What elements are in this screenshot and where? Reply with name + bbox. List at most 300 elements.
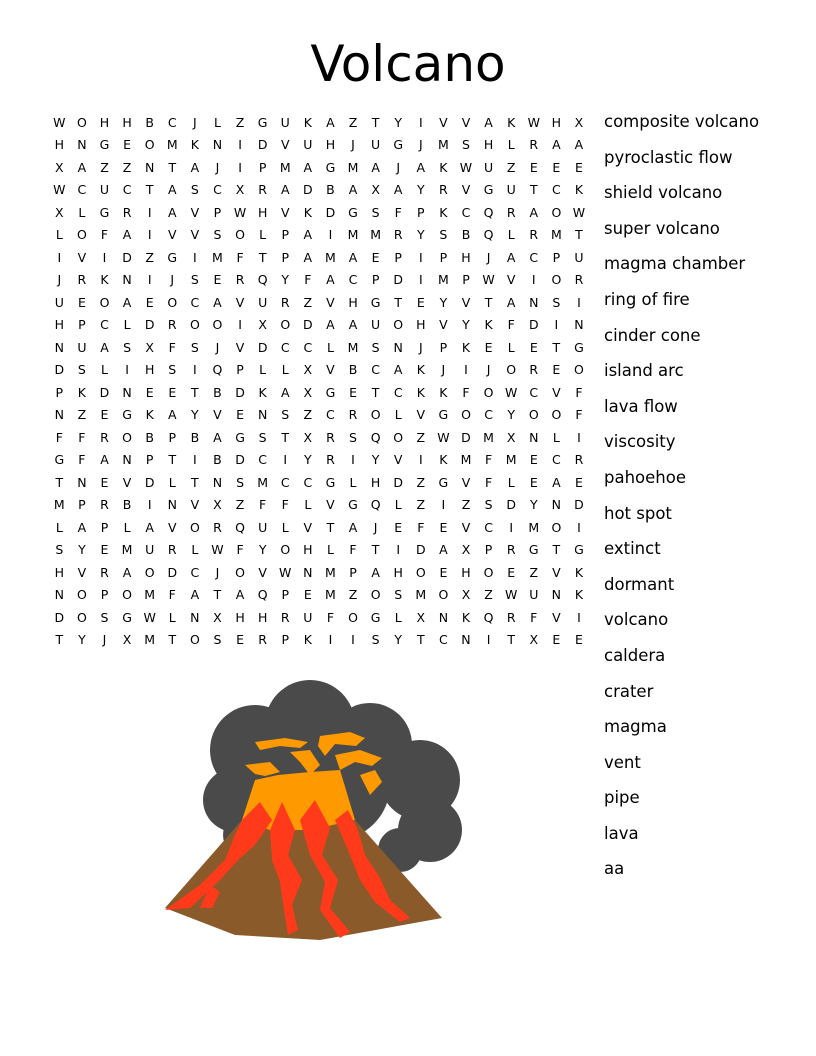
grid-letter: H bbox=[551, 114, 562, 130]
grid-letter: G bbox=[393, 137, 404, 153]
grid-letter: G bbox=[122, 407, 132, 423]
grid-letter: U bbox=[371, 137, 381, 153]
grid-letter: Y bbox=[416, 182, 425, 198]
grid-letter: J bbox=[57, 272, 62, 288]
grid-letter: T bbox=[55, 474, 64, 490]
grid-letter: E bbox=[123, 137, 132, 153]
grid-letter: H bbox=[461, 564, 471, 580]
grid-letter: V bbox=[439, 317, 448, 333]
grid-letter: M bbox=[347, 159, 359, 175]
grid-letter: M bbox=[460, 452, 472, 468]
grid-letter: W bbox=[504, 384, 518, 400]
grid-letter: A bbox=[506, 294, 516, 310]
grid-letter: A bbox=[77, 159, 87, 175]
grid-letter: B bbox=[122, 497, 132, 513]
grid-letter: L bbox=[304, 497, 312, 513]
grid-letter: J bbox=[418, 339, 423, 355]
word-list-item: magma bbox=[604, 717, 667, 737]
grid-letter: U bbox=[484, 159, 494, 175]
grid-letter: E bbox=[213, 272, 222, 288]
grid-letter: E bbox=[416, 294, 425, 310]
grid-letter: N bbox=[529, 294, 539, 310]
grid-letter: O bbox=[551, 519, 562, 535]
grid-letter: U bbox=[258, 294, 268, 310]
grid-letter: O bbox=[235, 227, 245, 243]
grid-letter: S bbox=[213, 227, 222, 243]
grid-letter: O bbox=[144, 564, 155, 580]
grid-letter: A bbox=[326, 114, 335, 130]
grid-letter: A bbox=[167, 182, 177, 198]
grid-letter: P bbox=[349, 564, 357, 580]
grid-letter: L bbox=[326, 339, 334, 355]
grid-letter: O bbox=[528, 407, 539, 423]
grid-letter: X bbox=[416, 609, 426, 625]
grid-letter: T bbox=[191, 474, 199, 490]
grid-letter: R bbox=[326, 429, 335, 445]
grid-letter: L bbox=[326, 542, 334, 558]
grid-letter: S bbox=[484, 497, 493, 513]
grid-letter: P bbox=[281, 227, 289, 243]
grid-letter: V bbox=[461, 474, 471, 490]
grid-letter: F bbox=[484, 474, 493, 490]
grid-letter: N bbox=[212, 137, 223, 153]
grid-letter: F bbox=[100, 227, 109, 243]
grid-letter: E bbox=[236, 407, 244, 423]
grid-letter: R bbox=[122, 204, 132, 220]
grid-letter: O bbox=[280, 542, 291, 558]
grid-letter: C bbox=[280, 339, 290, 355]
grid-letter: P bbox=[78, 497, 86, 513]
grid-letter: U bbox=[303, 609, 313, 625]
grid-letter: P bbox=[78, 317, 86, 333]
grid-letter: A bbox=[348, 519, 358, 535]
grid-letter: C bbox=[77, 182, 87, 198]
grid-letter: X bbox=[303, 429, 313, 445]
grid-letter: L bbox=[168, 474, 176, 490]
grid-letter: P bbox=[145, 452, 154, 468]
grid-letter: V bbox=[235, 339, 245, 355]
grid-letter: R bbox=[280, 609, 290, 625]
grid-letter: E bbox=[529, 159, 538, 175]
grid-letter: P bbox=[55, 384, 64, 400]
grid-row bbox=[48, 561, 592, 584]
grid-letter: P bbox=[258, 159, 267, 175]
grid-letter: R bbox=[167, 317, 177, 333]
grid-letter: A bbox=[393, 182, 403, 198]
grid-letter: I bbox=[531, 272, 536, 288]
grid-letter: V bbox=[461, 182, 471, 198]
grid-letter: C bbox=[551, 452, 561, 468]
grid-letter: P bbox=[394, 249, 402, 265]
grid-letter: N bbox=[190, 609, 200, 625]
grid-letter: O bbox=[76, 587, 87, 603]
grid-letter: O bbox=[506, 362, 517, 378]
grid-letter: J bbox=[215, 564, 220, 580]
grid-letter: I bbox=[328, 227, 333, 243]
grid-letter: E bbox=[439, 564, 448, 580]
grid-letter: L bbox=[191, 542, 199, 558]
grid-letter: S bbox=[123, 339, 132, 355]
word-list-item: vent bbox=[604, 752, 641, 772]
grid-letter: Z bbox=[348, 587, 358, 603]
grid-letter: B bbox=[326, 182, 335, 198]
volcano-icon bbox=[160, 670, 470, 945]
grid-letter: A bbox=[303, 249, 313, 265]
grid-letter: R bbox=[439, 182, 448, 198]
grid-letter: C bbox=[280, 474, 290, 490]
word-list-item: magma chamber bbox=[604, 254, 746, 274]
grid-letter: I bbox=[486, 632, 491, 648]
grid-letter: A bbox=[190, 587, 200, 603]
grid-letter: Z bbox=[348, 114, 358, 130]
grid-letter: V bbox=[280, 204, 290, 220]
grid-letter: K bbox=[574, 564, 584, 580]
grid-letter: D bbox=[325, 204, 336, 220]
grid-letter: N bbox=[167, 497, 177, 513]
grid-letter: U bbox=[54, 294, 64, 310]
grid-letter: K bbox=[303, 114, 312, 130]
grid-letter: T bbox=[371, 542, 380, 558]
grid-letter: A bbox=[552, 137, 561, 153]
grid-letter: V bbox=[190, 204, 200, 220]
grid-letter: V bbox=[326, 362, 335, 378]
grid-letter: V bbox=[213, 407, 222, 423]
grid-letter: P bbox=[439, 339, 448, 355]
grid-letter: W bbox=[143, 609, 156, 625]
grid-letter: V bbox=[258, 564, 267, 580]
grid-letter: L bbox=[213, 114, 221, 130]
grid-letter: S bbox=[77, 362, 86, 378]
grid-letter: H bbox=[257, 609, 268, 625]
grid-letter: X bbox=[461, 542, 471, 558]
grid-letter: I bbox=[147, 227, 152, 243]
grid-letter: H bbox=[325, 137, 336, 153]
grid-letter: N bbox=[303, 564, 313, 580]
grid-letter: C bbox=[190, 564, 200, 580]
grid-letter: G bbox=[99, 204, 110, 220]
grid-letter: K bbox=[416, 362, 425, 378]
grid-letter: F bbox=[78, 429, 86, 445]
grid-letter: F bbox=[507, 317, 515, 333]
grid-letter: E bbox=[552, 362, 561, 378]
grid-letter: J bbox=[102, 632, 107, 648]
grid-letter: N bbox=[551, 587, 562, 603]
grid-letter: S bbox=[100, 609, 109, 625]
grid-letter: Q bbox=[483, 227, 494, 243]
grid-row bbox=[48, 269, 592, 292]
grid-letter: N bbox=[212, 474, 223, 490]
grid-letter: D bbox=[393, 474, 404, 490]
grid-letter: M bbox=[257, 474, 269, 490]
grid-letter: J bbox=[215, 339, 220, 355]
word-list-item: cinder cone bbox=[604, 325, 701, 345]
grid-letter: M bbox=[144, 632, 156, 648]
grid-letter: G bbox=[574, 542, 584, 558]
grid-letter: G bbox=[54, 452, 65, 468]
grid-letter: C bbox=[213, 182, 222, 198]
grid-letter: H bbox=[483, 137, 494, 153]
grid-letter: S bbox=[55, 542, 64, 558]
grid-letter: Z bbox=[484, 587, 493, 603]
grid-letter: Z bbox=[529, 564, 539, 580]
grid-letter: V bbox=[461, 519, 471, 535]
grid-letter: A bbox=[348, 317, 358, 333]
grid-row bbox=[48, 426, 592, 449]
grid-letter: I bbox=[147, 204, 152, 220]
grid-letter: X bbox=[506, 429, 516, 445]
grid-letter: P bbox=[236, 362, 244, 378]
grid-letter: G bbox=[325, 474, 336, 490]
grid-letter: D bbox=[506, 497, 516, 513]
grid-letter: W bbox=[504, 587, 518, 603]
grid-letter: I bbox=[351, 452, 355, 468]
grid-letter: W bbox=[211, 542, 224, 558]
grid-letter: I bbox=[418, 249, 423, 265]
grid-letter: X bbox=[574, 114, 584, 130]
grid-letter: G bbox=[325, 384, 336, 400]
grid-letter: G bbox=[574, 339, 584, 355]
grid-letter: Z bbox=[416, 429, 426, 445]
grid-letter: Y bbox=[394, 114, 403, 130]
grid-letter: M bbox=[121, 542, 133, 558]
grid-letter: O bbox=[483, 564, 494, 580]
grid-letter: V bbox=[303, 519, 313, 535]
grid-letter: U bbox=[280, 114, 290, 130]
grid-letter: N bbox=[122, 452, 132, 468]
grid-letter: O bbox=[551, 407, 562, 423]
grid-letter: I bbox=[238, 137, 242, 153]
grid-row bbox=[48, 381, 592, 404]
grid-letter: X bbox=[258, 317, 267, 333]
grid-letter: F bbox=[304, 272, 312, 288]
grid-letter: L bbox=[78, 204, 86, 220]
grid-letter: G bbox=[348, 204, 358, 220]
grid-letter: P bbox=[213, 204, 222, 220]
grid-letter: I bbox=[238, 159, 242, 175]
grid-letter: V bbox=[552, 564, 561, 580]
grid-letter: D bbox=[257, 339, 268, 355]
grid-letter: K bbox=[574, 587, 584, 603]
grid-letter: D bbox=[415, 542, 426, 558]
grid-row bbox=[48, 111, 592, 134]
grid-letter: Z bbox=[235, 497, 245, 513]
grid-letter: E bbox=[77, 294, 86, 310]
grid-letter: K bbox=[439, 159, 448, 175]
grid-letter: C bbox=[190, 294, 200, 310]
grid-letter: S bbox=[462, 137, 470, 153]
grid-letter: N bbox=[54, 407, 64, 423]
grid-letter: C bbox=[393, 384, 403, 400]
grid-letter: R bbox=[280, 294, 290, 310]
grid-letter: Y bbox=[416, 227, 425, 243]
grid-letter: R bbox=[529, 362, 539, 378]
grid-letter: R bbox=[529, 137, 539, 153]
grid-letter: V bbox=[552, 384, 561, 400]
grid-letter: O bbox=[393, 317, 404, 333]
grid-row bbox=[48, 224, 592, 247]
grid-letter: K bbox=[77, 384, 86, 400]
grid-letter: C bbox=[122, 182, 132, 198]
grid-letter: A bbox=[122, 564, 132, 580]
grid-letter: C bbox=[258, 452, 267, 468]
grid-letter: R bbox=[213, 519, 222, 535]
grid-letter: V bbox=[77, 564, 87, 580]
grid-letter: Q bbox=[370, 497, 381, 513]
grid-letter: A bbox=[484, 114, 493, 130]
grid-letter: Z bbox=[235, 114, 245, 130]
grid-letter: P bbox=[281, 249, 289, 265]
grid-letter: M bbox=[437, 137, 449, 153]
grid-letter: C bbox=[551, 182, 561, 198]
grid-letter: N bbox=[122, 272, 132, 288]
grid-letter: C bbox=[303, 339, 313, 355]
grid-letter: O bbox=[122, 429, 132, 445]
grid-letter: J bbox=[396, 159, 401, 175]
grid-letter: L bbox=[281, 362, 289, 378]
grid-letter: C bbox=[303, 474, 313, 490]
grid-letter: J bbox=[170, 272, 175, 288]
grid-letter: F bbox=[281, 497, 289, 513]
grid-letter: V bbox=[326, 294, 335, 310]
grid-letter: C bbox=[484, 519, 493, 535]
grid-letter: Y bbox=[371, 452, 380, 468]
grid-letter: L bbox=[55, 519, 63, 535]
grid-letter: G bbox=[438, 407, 449, 423]
grid-letter: T bbox=[529, 182, 538, 198]
grid-letter: B bbox=[213, 452, 222, 468]
grid-letter: E bbox=[168, 384, 177, 400]
grid-letter: I bbox=[102, 249, 107, 265]
grid-letter: X bbox=[213, 609, 222, 625]
grid-letter: L bbox=[507, 474, 515, 490]
grid-letter: O bbox=[461, 407, 471, 423]
grid-letter: I bbox=[396, 542, 401, 558]
grid-letter: R bbox=[100, 497, 109, 513]
word-list-item: lava flow bbox=[604, 396, 678, 416]
grid-letter: V bbox=[167, 519, 177, 535]
grid-letter: N bbox=[54, 339, 64, 355]
grid-letter: P bbox=[417, 204, 425, 220]
grid-letter: M bbox=[144, 587, 156, 603]
grid-letter: R bbox=[235, 272, 245, 288]
word-list bbox=[604, 110, 804, 893]
grid-letter: Q bbox=[483, 609, 494, 625]
grid-letter: V bbox=[393, 452, 403, 468]
grid-letter: E bbox=[575, 474, 583, 490]
grid-letter: U bbox=[258, 519, 268, 535]
grid-letter: I bbox=[577, 294, 581, 310]
grid-letter: S bbox=[190, 272, 199, 288]
grid-row bbox=[48, 134, 592, 157]
grid-letter: H bbox=[348, 294, 358, 310]
grid-letter: E bbox=[484, 339, 493, 355]
grid-letter: I bbox=[283, 452, 288, 468]
grid-letter: S bbox=[349, 429, 357, 445]
grid-letter: R bbox=[100, 564, 109, 580]
grid-letter: Y bbox=[304, 452, 312, 468]
grid-letter: X bbox=[303, 384, 313, 400]
grid-letter: E bbox=[394, 519, 403, 535]
grid-letter: K bbox=[190, 137, 199, 153]
grid-letter: T bbox=[575, 227, 583, 243]
grid-letter: E bbox=[529, 339, 538, 355]
grid-letter: W bbox=[482, 272, 495, 288]
grid-letter: N bbox=[461, 632, 471, 648]
grid-letter: P bbox=[371, 272, 380, 288]
grid-letter: W bbox=[233, 204, 247, 220]
grid-letter: B bbox=[145, 114, 154, 130]
grid-letter: A bbox=[574, 137, 584, 153]
grid-letter: U bbox=[506, 182, 516, 198]
grid-letter: M bbox=[483, 429, 494, 445]
grid-letter: O bbox=[574, 362, 584, 378]
grid-letter: A bbox=[77, 519, 87, 535]
grid-letter: O bbox=[189, 317, 200, 333]
grid-letter: T bbox=[484, 294, 493, 310]
grid-letter: R bbox=[506, 204, 516, 220]
grid-letter: G bbox=[348, 497, 358, 513]
grid-letter: I bbox=[125, 362, 129, 378]
grid-letter: U bbox=[99, 182, 110, 198]
grid-letter: D bbox=[393, 272, 404, 288]
grid-letter: A bbox=[122, 294, 132, 310]
grid-letter: A bbox=[235, 587, 245, 603]
grid-letter: N bbox=[393, 339, 403, 355]
word-list-item: shield volcano bbox=[604, 183, 723, 203]
grid-letter: G bbox=[370, 294, 381, 310]
grid-letter: R bbox=[574, 272, 584, 288]
grid-letter: R bbox=[506, 609, 516, 625]
grid-letter: N bbox=[529, 429, 539, 445]
grid-letter: I bbox=[577, 429, 581, 445]
grid-letter: O bbox=[189, 632, 200, 648]
grid-row bbox=[48, 359, 592, 382]
grid-letter: I bbox=[554, 317, 559, 333]
grid-letter: Q bbox=[235, 519, 245, 535]
grid-letter: C bbox=[529, 384, 539, 400]
grid-letter: W bbox=[53, 114, 66, 130]
grid-letter: I bbox=[441, 497, 446, 513]
grid-letter: B bbox=[145, 429, 154, 445]
grid-letter: O bbox=[99, 294, 110, 310]
grid-letter: T bbox=[394, 294, 403, 310]
grid-letter: R bbox=[326, 452, 335, 468]
grid-letter: Z bbox=[416, 497, 426, 513]
grid-row bbox=[48, 539, 592, 562]
grid-letter: M bbox=[347, 227, 359, 243]
grid-letter: T bbox=[371, 384, 380, 400]
grid-letter: S bbox=[552, 294, 561, 310]
grid-letter: F bbox=[575, 384, 583, 400]
grid-letter: U bbox=[77, 339, 87, 355]
grid-letter: H bbox=[393, 564, 403, 580]
grid-row bbox=[48, 246, 592, 269]
grid-letter: D bbox=[574, 497, 584, 513]
grid-letter: A bbox=[122, 227, 132, 243]
grid-letter: R bbox=[258, 632, 267, 648]
grid-letter: O bbox=[348, 609, 358, 625]
grid-letter: L bbox=[101, 362, 108, 378]
grid-letter: F bbox=[78, 452, 86, 468]
grid-letter: Y bbox=[529, 497, 538, 513]
grid-letter: I bbox=[147, 272, 152, 288]
word-list-item: viscosity bbox=[604, 432, 676, 452]
grid-letter: D bbox=[235, 384, 245, 400]
grid-letter: L bbox=[394, 609, 402, 625]
grid-letter: N bbox=[438, 609, 449, 625]
grid-letter: M bbox=[325, 587, 336, 603]
grid-letter: L bbox=[507, 227, 515, 243]
